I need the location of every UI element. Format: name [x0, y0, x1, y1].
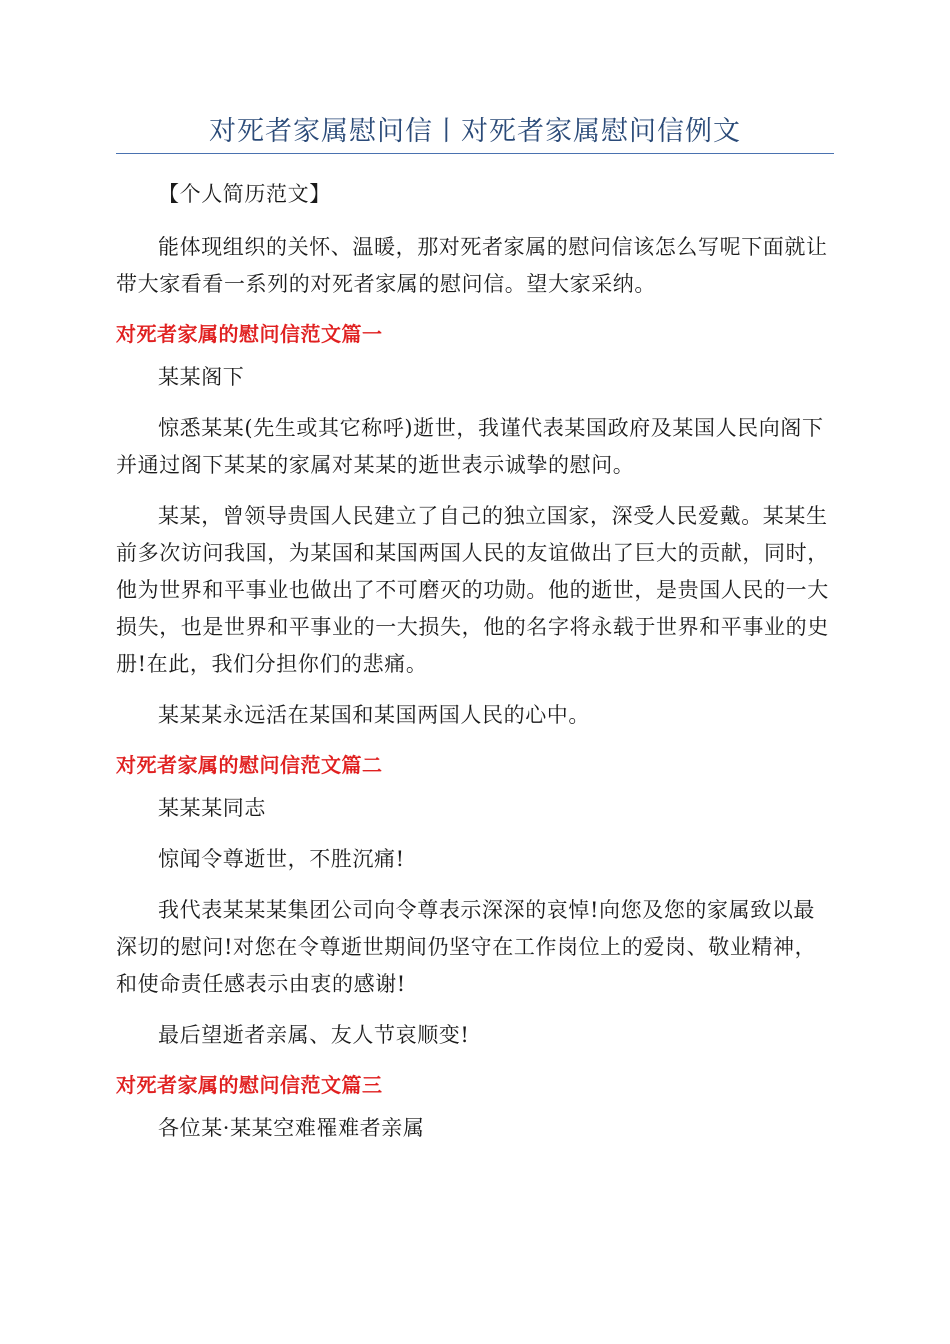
- body-paragraph: 某某，曾领导贵国人民建立了自己的独立国家，深受人民爱戴。某某生前多次访问我国，为某国和某国两国人民的友谊做出了巨大的贡献，同时，他为世界和平事业也做出了不可磨灭的功勋。他的逝世，是贵国人民的一大损失，也是世界和平事业的一大损失，他的名字将永载于世界和平事业的史册!在此，我们分担你们的悲痛。: [116, 504, 829, 676]
- section-heading: 对死者家属的慰问信范文篇一: [116, 322, 383, 346]
- salutation: 某某阁下: [158, 365, 245, 389]
- body-paragraph: 惊闻令尊逝世，不胜沉痛!: [158, 847, 405, 871]
- section-heading: 对死者家属的慰问信范文篇三: [116, 1073, 383, 1097]
- section-heading: 对死者家属的慰问信范文篇二: [116, 753, 383, 777]
- category-tag: 【个人简历范文】: [158, 182, 331, 206]
- salutation: 某某某同志: [158, 796, 266, 820]
- section-1: [116, 317, 834, 734]
- section-2: [116, 748, 834, 1054]
- body-paragraph: 惊悉某某(先生或其它称呼)逝世，我谨代表某国政府及某国人民向阁下并通过阁下某某的家属对某某的逝世表示诚挚的慰问。: [116, 416, 824, 477]
- body-paragraph: 我代表某某某集团公司向令尊表示深深的哀悼!向您及您的家属致以最深切的慰问!对您在令尊逝世期间仍坚守在工作岗位上的爱岗、敬业精神，和使命责任感表示由衷的感谢!: [116, 898, 817, 996]
- document-title: 对死者家属慰问信丨对死者家属慰问信例文: [209, 116, 741, 147]
- intro-paragraph: 能体现组织的关怀、温暖，那对死者家属的慰问信该怎么写呢下面就让带大家看看一系列的对死者家属的慰问信。望大家采纳。: [116, 235, 828, 296]
- body-paragraph: 某某某永远活在某国和某国两国人民的心中。: [158, 703, 590, 727]
- section-3: [116, 1068, 834, 1147]
- title-underline: [116, 153, 834, 154]
- salutation: 各位某·某某空难罹难者亲属: [158, 1116, 425, 1140]
- document-body: [116, 176, 834, 1161]
- body-paragraph: 最后望逝者亲属、友人节哀顺变!: [158, 1023, 470, 1047]
